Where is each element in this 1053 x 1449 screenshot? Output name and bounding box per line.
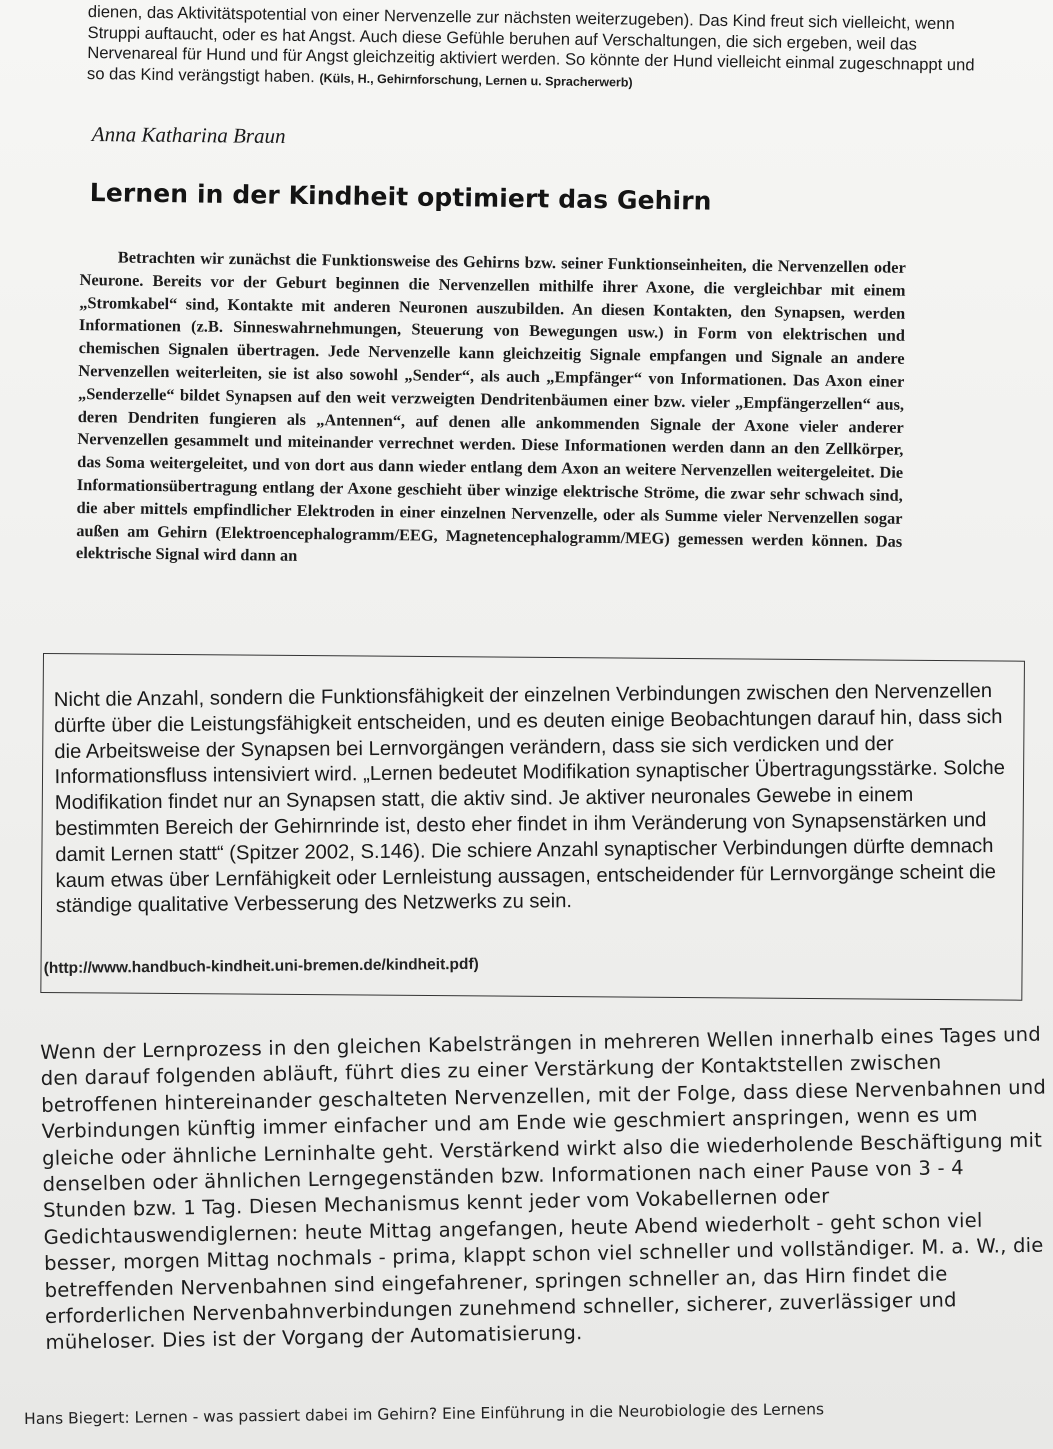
article-author: Anna Katharina Braun [91, 122, 286, 149]
intro-text: dienen, das Aktivitätspotential von einer Nervenzelle zur nächsten weiterzugeben). Das Kind freut sich vielleicht, wenn Struppi auftaucht, oder es hat Angst. Auch diese Gefühle beruhen auf Verschaltungen, die sich ergeben, weil das Nervenareal für Hund und für Angst gleichzeitig aktiviert werden. So könnte der Hund vielleicht einmal zugeschnappt und so das Kind verängstigt haben. [86, 2, 975, 86]
biegert-source: Hans Biegert: Lernen - was passiert dabei im Gehirn? Eine Einführung in die Neurobiologie des Lernens [24, 1400, 825, 1428]
quote-box [40, 653, 1025, 1001]
quote-text: Nicht die Anzahl, sondern die Funktionsfähigkeit der einzelnen Verbindungen zwischen den Nervenzellen dürfte über die Leistungsfähigkeit entscheiden, und es deuten einige Beobachtungen darauf hin, dass sich die Arbeitsweise der Synapsen bei Lernvorgängen verändern, dass sie sich verdicken und der Informationsfluss intensiviert wird. „Lernen bedeutet Modifikation synaptischer Übertragungsstärke. Solche Modifikation findet nur an Synapsen statt, die aktiv sind. Je aktiver neuronales Gewebe in einem bestimmten Bereich der Gehirnrinde ist, desto eher findet in ihm Veränderung von Synapsenstärken und damit Lernen statt“ (Spitzer 2002, S.146). Die schiere Anzahl synaptischer Verbindungen dürfte demnach kaum etwas über Lernfähigkeit oder Lernleistung aussagen, entscheidender für Lernvorgänge scheint die ständige qualitative Verbesserung des Netzwerks zu sein. [53, 680, 1006, 918]
article-title: Lernen in der Kindheit optimiert das Gehirn [89, 178, 712, 216]
intro-source: (Küls, H., Gehirnforschung, Lernen u. Spracherwerb) [319, 70, 633, 90]
quote-source: (http://www.handbuch-kindheit.uni-bremen.de/kindheit.pdf) [43, 955, 479, 978]
intro-paragraph [87, 2, 988, 98]
article-body: Betrachten wir zunächst die Funktionsweise des Gehirns bzw. seiner Funktionseinheiten, die Nervenzellen oder Neurone. Bereits vor der Geburt beginnen die Nervenzellen mithilfe ihrer Axone, die vergleichbar mit einem „Stromkabel“ sind, Kontakte mit anderen Neuronen auszubilden. An diesen Kontakten, den Synapsen, werden Informationen (z.B. Sinneswahrnehmungen, Steuerung von Bewegungen usw.) in Form von elektrischen und chemischen Signalen übertragen. Jede Nervenzelle kann gleichzeitig Signale empfangen und Signale an andere Nervenzellen weiterleiten, sie ist also sowohl „Sender“, als auch „Empfänger“ von Informationen. Das Axon einer „Senderzelle“ bildet Synapsen auf den weit verzweigten Dendritenbäumen einer bzw. vieler „Empfängerzellen“ aus, deren Dendriten fungieren als „Antennen“, auf denen alle ankommenden Signale der Axone vieler anderer Nervenzellen gesammelt und miteinander verrechnet werden. Diese Informationen werden dann an den Zellkörper, das Soma weitergeleitet, und von dort aus dann wieder entlang dem Axon an weitere Nervenzellen weitergeleitet. Die Informationsübertragung entlang der Axone geschieht über winzige elektrische Ströme, die zwar sehr schwach sind, die aber mittels empfindlicher Elektroden in einer einzelnen Nervenzelle, oder als Summe vieler Nervenzellen sogar außen am Gehirn (Elektroencephalogramm/EEG, Magnetencephalogramm/MEG) gemessen werden können. Das elektrische Signal wird dann an [75, 247, 906, 566]
biegert-paragraph: Wenn der Lernprozess in den gleichen Kabelsträngen in mehreren Wellen innerhalb eines Tages und den darauf folgenden abläuft, führt dies zu einer Verstärkung der Kontaktstellen zwischen betroffenen hintereinander geschalteten Nervenzellen, mit der Folge, dass diese Nervenbahnen und Verbindungen künftig immer einfacher und am Ende wie geschmiert anspringen, wenn es um gleiche oder ähnliche Lerninhalte geht. Verstärkend wirkt also die wiederholende Beschäftigung mit denselben oder ähnlichen Lerngegenständen bzw. Informationen nach einer Pause von 3 - 4 Stunden bzw. 1 Tag. Diesen Mechanismus kennt jeder vom Vokabellernen oder Gedichtauswendiglernen: heute Mittag angefangen, heute Abend wiederholt - geht schon viel besser, morgen Mittag nochmals - prima, klappt schon viel schneller und vollständiger. M. a. W., die betreffenden Nervenbahnen sind eingefahrener, springen schneller an, das Hirn findet die erforderlichen Nervenbahnverbindungen zunehmend schneller, sicherer, zuverlässiger und müheloser. Dies ist der Vorgang der Automatisierung. [40, 1022, 1047, 1355]
